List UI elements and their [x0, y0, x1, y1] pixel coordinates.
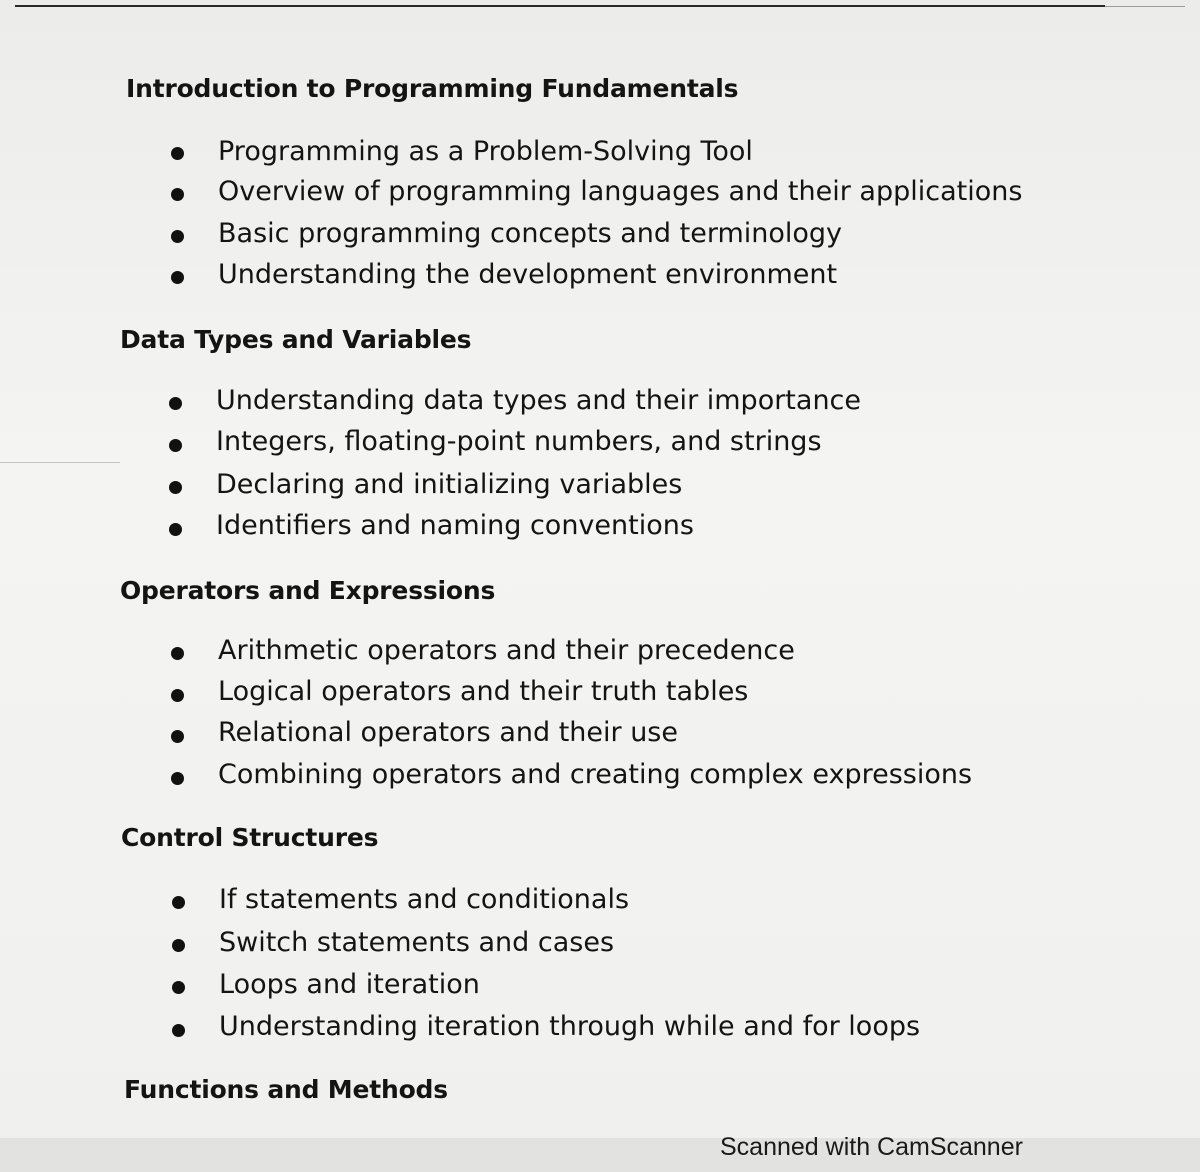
- bullet-dot-icon: [169, 481, 182, 494]
- side-mark: [0, 462, 120, 463]
- list-item-text: Loops and iteration: [219, 969, 480, 1000]
- list-item: [218, 717, 678, 749]
- bullet-dot-icon: [171, 772, 184, 785]
- bullet-dot-icon: [169, 439, 182, 452]
- list-item: [218, 176, 1022, 208]
- list-item: [216, 510, 694, 542]
- section-title: Introduction to Programming Fundamentals: [126, 74, 739, 103]
- section-title: Data Types and Variables: [120, 325, 472, 354]
- bullet-dot-icon: [171, 230, 184, 243]
- bullet-dot-icon: [171, 730, 184, 743]
- top-rule: [15, 5, 1105, 7]
- list-item: [218, 676, 748, 708]
- bullet-dot-icon: [172, 896, 185, 909]
- bullet-dot-icon: [172, 939, 185, 952]
- scanner-watermark: Scanned with CamScanner: [720, 1133, 1023, 1161]
- list-item: [218, 259, 837, 291]
- list-item-text: Logical operators and their truth tables: [218, 676, 749, 707]
- list-item: [216, 469, 682, 501]
- bullet-dot-icon: [171, 271, 184, 284]
- list-item: [218, 759, 972, 791]
- list-item: [219, 1011, 920, 1043]
- bullet-dot-icon: [172, 981, 185, 994]
- list-item-text: Declaring and initializing variables: [216, 469, 683, 500]
- bullet-dot-icon: [169, 397, 182, 410]
- list-item: [216, 385, 861, 417]
- list-item: [218, 218, 842, 250]
- list-item-text: Arithmetic operators and their precedence: [218, 635, 795, 666]
- section-title: Operators and Expressions: [120, 576, 496, 605]
- list-item: [218, 136, 753, 168]
- section-title: Control Structures: [121, 823, 379, 852]
- list-item-text: Programming as a Problem-Solving Tool: [218, 136, 753, 167]
- list-item-text: Identifiers and naming conventions: [216, 510, 694, 541]
- bullet-dot-icon: [172, 1024, 185, 1037]
- list-item-text: If statements and conditionals: [219, 884, 630, 915]
- list-item: [218, 635, 795, 667]
- top-rule-faint: [1105, 6, 1185, 7]
- list-item: [219, 927, 614, 959]
- section-title: Functions and Methods: [124, 1075, 448, 1104]
- list-item-text: Understanding data types and their importance: [216, 385, 862, 416]
- bullet-dot-icon: [171, 647, 184, 660]
- list-item-text: Understanding the development environment: [218, 259, 838, 290]
- list-item-text: Integers, floating-point numbers, and strings: [216, 426, 822, 457]
- bullet-dot-icon: [169, 523, 182, 536]
- list-item: [219, 969, 480, 1001]
- list-item-text: Overview of programming languages and their applications: [218, 176, 1023, 207]
- list-item-text: Combining operators and creating complex expressions: [218, 759, 973, 790]
- list-item: [219, 884, 629, 916]
- list-item-text: Relational operators and their use: [218, 717, 678, 748]
- list-item: [216, 426, 822, 458]
- list-item-text: Switch statements and cases: [219, 927, 615, 958]
- list-item-text: Basic programming concepts and terminology: [218, 218, 843, 249]
- bullet-dot-icon: [171, 147, 184, 160]
- bullet-dot-icon: [171, 689, 184, 702]
- bullet-dot-icon: [171, 188, 184, 201]
- list-item-text: Understanding iteration through while and for loops: [219, 1011, 921, 1042]
